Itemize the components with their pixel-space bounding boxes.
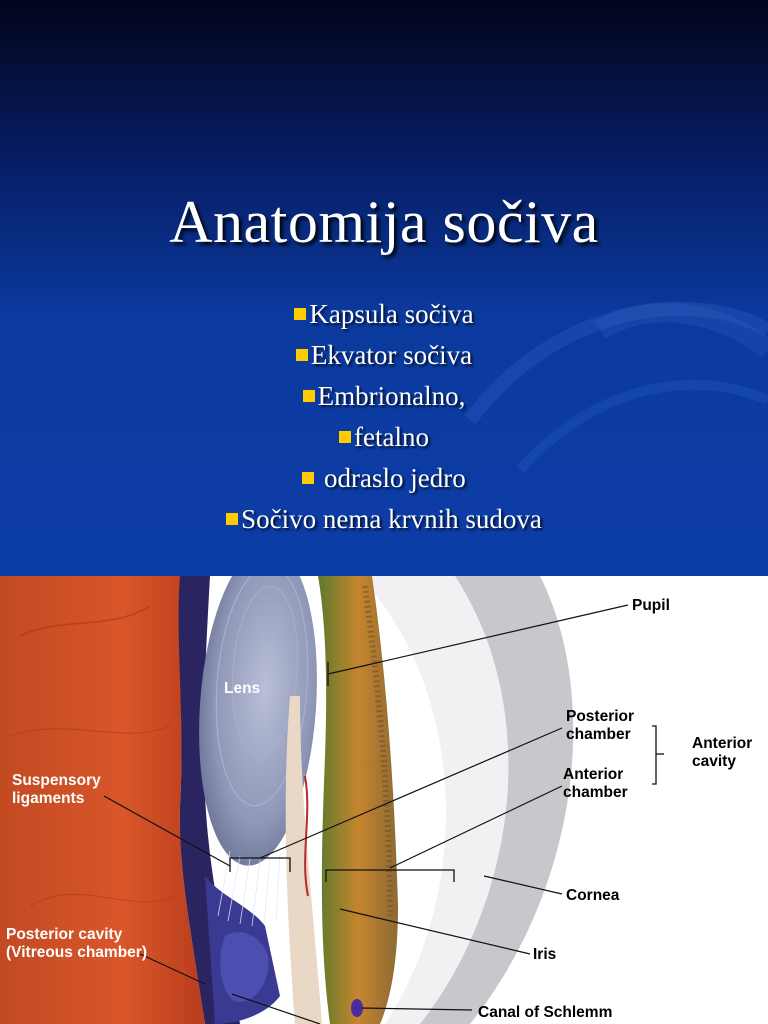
bullet-text: Embrionalno, <box>317 381 466 411</box>
bullet-item <box>0 501 768 542</box>
bullet-marker-icon <box>339 431 351 443</box>
bullet-text: Ekvator sočiva <box>310 340 473 370</box>
bullet-marker-icon <box>303 390 315 402</box>
bullet-marker-icon <box>302 472 314 484</box>
bullet-marker-icon <box>294 308 306 320</box>
label-suspensory-ligaments-line2: ligaments <box>12 790 85 807</box>
slide-title: Anatomija sočiva <box>169 189 599 255</box>
label-posterior-cavity-line1: Posterior cavity <box>6 926 123 943</box>
label-cornea: Cornea <box>566 887 620 904</box>
label-canal-of-schlemm: Canal of Schlemm <box>478 1004 613 1021</box>
label-suspensory-ligaments-line1: Suspensory <box>12 772 101 789</box>
label-iris: Iris <box>533 946 557 963</box>
bullet-text: Kapsula sočiva <box>309 299 474 329</box>
eye-anatomy-diagram <box>0 576 768 1024</box>
label-lens: Lens <box>224 680 261 697</box>
label-posterior-cavity-line2: (Vitreous chamber) <box>6 944 147 961</box>
label-posterior-chamber-line1: Posterior <box>566 708 635 725</box>
bullet-text: fetalno <box>354 422 429 452</box>
bullet-list <box>0 296 768 542</box>
label-anterior-cavity-line2: cavity <box>692 753 736 770</box>
bullet-text: odraslo jedro <box>317 463 466 493</box>
bullet-item <box>0 460 768 501</box>
bullet-marker-icon <box>296 349 308 361</box>
label-pupil: Pupil <box>632 597 670 614</box>
label-anterior-chamber-line2: chamber <box>563 784 628 801</box>
label-posterior-chamber-line2: chamber <box>566 726 631 743</box>
bullet-item <box>0 337 768 378</box>
bullet-item <box>0 296 768 337</box>
bullet-item <box>0 378 768 419</box>
label-anterior-chamber-line1: Anterior <box>563 766 624 783</box>
canal-of-schlemm-shape <box>351 999 363 1017</box>
bullet-text: Sočivo nema krvnih sudova <box>241 504 542 534</box>
bullet-item <box>0 419 768 460</box>
label-anterior-cavity-line1: Anterior <box>692 735 753 752</box>
bullet-marker-icon <box>226 513 238 525</box>
